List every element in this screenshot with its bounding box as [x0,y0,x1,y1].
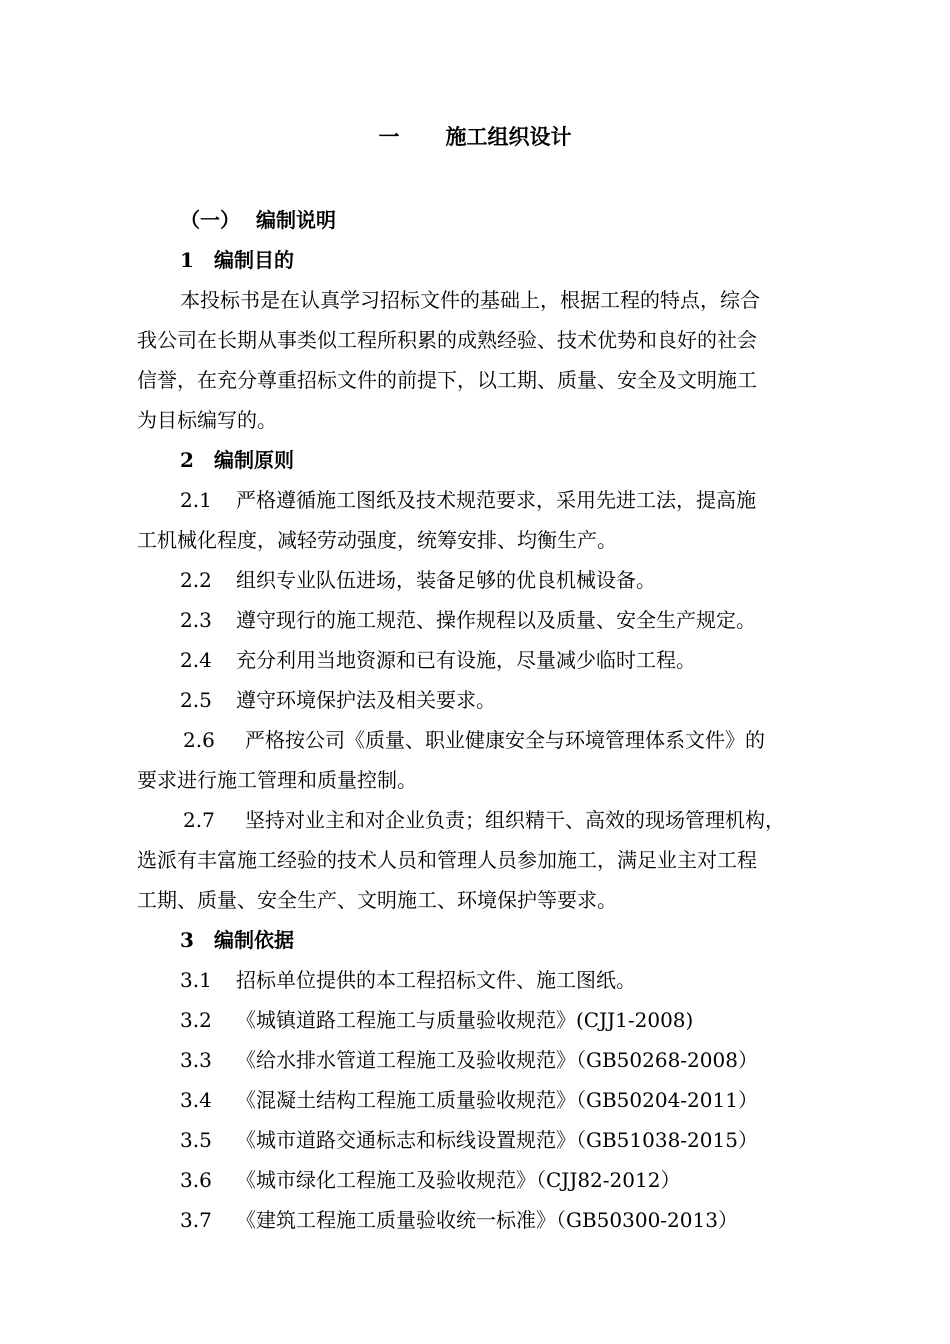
item-text: 充分利用当地资源和已有设施，尽量减少临时工程。 [236,648,696,672]
heading-2 [137,440,837,480]
paragraph-line: 工期、质量、安全生产、文明施工、环境保护等要求。 [137,888,617,912]
title-text: 施工组织设计 [445,124,572,149]
paragraph-line: 为目标编写的。 [137,408,277,432]
item-number: 2.7 [183,808,215,832]
item-text: 坚持对业主和对企业负责；组织精干、高效的现场管理机构， [245,808,785,832]
item-number: 2.3 [180,608,212,632]
item-text: 组织专业队伍进场，装备足够的优良机械设备。 [236,568,656,592]
list-item [137,560,837,600]
item-text: 《城市道路交通标志和标线设置规范》（GB51038-2015） [236,1128,758,1152]
item-text: 遵守环境保护法及相关要求。 [236,688,496,712]
item-text: 《给水排水管道工程施工及验收规范》（GB50268-2008） [236,1048,758,1072]
list-item [137,720,837,760]
heading-label: 编制原则 [214,448,294,472]
paragraph-line: 本投标书是在认真学习招标文件的基础上，根据工程的特点，综合 [180,288,760,312]
item-text: 遵守现行的施工规范、操作规程以及质量、安全生产规定。 [236,608,756,632]
item-number: 2.6 [183,728,215,752]
heading-label: 编制依据 [214,928,294,952]
heading-1 [137,240,837,280]
item-number: 2.4 [180,648,212,672]
item-number: 3.6 [180,1168,212,1192]
list-item [137,1040,837,1080]
item-number: 3.5 [180,1128,212,1152]
heading-label: 编制目的 [214,248,294,272]
document-body [137,200,837,1240]
item-number: 3.4 [180,1088,212,1112]
paragraph-line: 工机械化程度，减轻劳动强度，统筹安排、均衡生产。 [137,528,617,552]
item-number: 2.5 [180,688,212,712]
list-item [137,640,837,680]
list-item [137,1120,837,1160]
item-number: 3.2 [180,1008,212,1032]
item-number: 3.3 [180,1048,212,1072]
section-number: （一） [180,208,240,232]
heading-number: 2 [180,448,194,472]
list-item [137,1160,837,1200]
heading-3 [137,920,837,960]
heading-number: 1 [180,248,194,272]
item-number: 2.2 [180,568,212,592]
section-label: 编制说明 [256,208,336,232]
section-heading [137,200,837,240]
item-text: 《城镇道路工程施工与质量验收规范》(CJJ1-2008) [236,1008,694,1032]
page-title [0,120,950,154]
item-text: 严格按公司《质量、职业健康安全与环境管理体系文件》的 [245,728,765,752]
item-number: 3.7 [180,1208,212,1232]
item-text: 《建筑工程施工质量验收统一标准》（GB50300-2013） [236,1208,738,1232]
item-text: 《城市绿化工程施工及验收规范》（CJJ82-2012） [236,1168,681,1192]
list-item [137,1000,837,1040]
title-number: 一 [378,124,400,149]
item-text: 招标单位提供的本工程招标文件、施工图纸。 [236,968,636,992]
list-item [137,480,837,520]
list-item [137,960,837,1000]
list-item [137,800,837,840]
item-text: 《混凝土结构工程施工质量验收规范》（GB50204-2011） [236,1088,758,1112]
paragraph-line: 我公司在长期从事类似工程所积累的成熟经验、技术优势和良好的社会 [137,328,757,352]
list-item [137,600,837,640]
list-item [137,1200,837,1240]
heading-number: 3 [180,928,194,952]
list-item [137,1080,837,1120]
paragraph-line: 要求进行施工管理和质量控制。 [137,768,417,792]
item-text: 严格遵循施工图纸及技术规范要求，采用先进工法，提高施 [236,488,756,512]
list-item [137,680,837,720]
item-number: 3.1 [180,968,212,992]
paragraph-line: 选派有丰富施工经验的技术人员和管理人员参加施工，满足业主对工程 [137,848,757,872]
item-number: 2.1 [180,488,212,512]
paragraph-line: 信誉，在充分尊重招标文件的前提下，以工期、质量、安全及文明施工 [137,368,757,392]
